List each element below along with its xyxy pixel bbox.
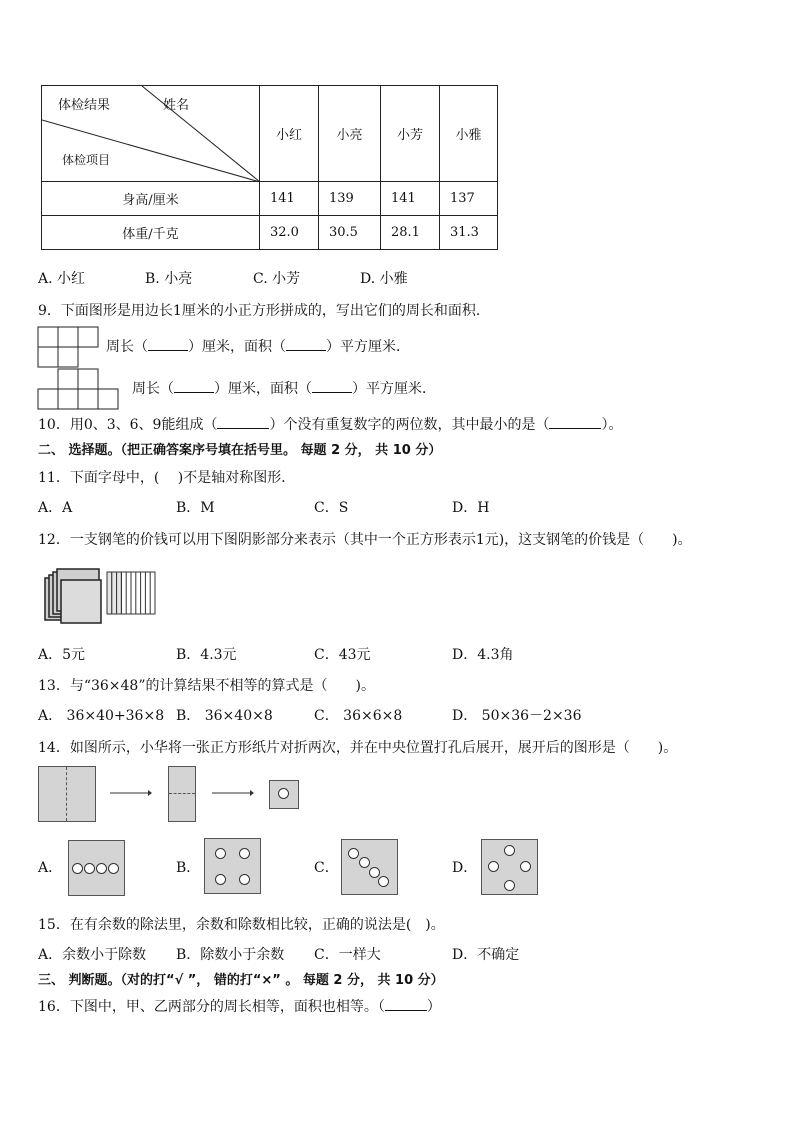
q14-option-d[interactable]: D． xyxy=(452,860,478,876)
value-cell: 141 xyxy=(260,182,319,216)
name-cell: 小亮 xyxy=(319,86,381,182)
q12-option-d[interactable]: D．4.3角 xyxy=(452,647,514,663)
q14-option-a-figure[interactable] xyxy=(68,840,125,896)
q11-option-c[interactable]: C．S xyxy=(314,500,349,516)
q12-option-b[interactable]: B．4.3元 xyxy=(176,647,237,663)
q11-option-b[interactable]: B．M xyxy=(176,500,215,516)
q13-option-a[interactable]: A． 36×40+36×8 xyxy=(38,708,165,724)
q10-count-blank[interactable] xyxy=(217,428,269,429)
value-cell: 139 xyxy=(319,182,381,216)
name-cell: 小芳 xyxy=(381,86,440,182)
q9-line2-c: ）平方厘米． xyxy=(352,381,436,397)
punch-hole xyxy=(348,848,359,859)
punch-hole xyxy=(488,861,499,872)
q10-min-blank[interactable] xyxy=(549,428,601,429)
q16-line xyxy=(38,998,441,1016)
q9-perimeter-2-blank[interactable] xyxy=(174,392,214,393)
punch-hole xyxy=(504,845,515,856)
value-cell: 141 xyxy=(381,182,440,216)
fold-line xyxy=(169,793,195,794)
q9-line2-b: ）厘米，面积（ xyxy=(214,381,312,397)
q10-a: 10．用0、3、6、9能组成（ xyxy=(38,417,218,433)
arrow-icon xyxy=(110,788,152,798)
q11-option-a[interactable]: A．A xyxy=(38,500,73,516)
health-check-table xyxy=(41,85,498,250)
punch-hole xyxy=(108,863,119,874)
section-2-heading: 二、 选择题。（把正确答案序号填在括号里。 每题 2 分， 共 10 分） xyxy=(38,443,442,458)
q14-paper-quarter xyxy=(269,780,299,809)
row-label: 体重/千克 xyxy=(42,216,260,250)
q9-line2-a: 周长（ xyxy=(132,381,174,397)
punch-hole xyxy=(369,867,380,878)
q9-figure-2 xyxy=(37,368,121,410)
q16-a: 16．下图中，甲、乙两部分的周长相等，面积也相等。（ xyxy=(38,999,385,1015)
row-label: 身高/厘米 xyxy=(42,182,260,216)
q16-b: ） xyxy=(426,999,441,1015)
punch-hole xyxy=(84,863,95,874)
q9-line-2 xyxy=(132,380,436,398)
q12-stem: 12．一支钢笔的价钱可以用下图阴影部分来表示（其中一个正方形表示1元)，这支钢笔的价钱是（ )。 xyxy=(38,532,692,548)
q15-option-b[interactable]: B．除数小于余数 xyxy=(176,947,285,963)
diagonal-header-cell xyxy=(42,86,260,182)
punch-hole xyxy=(359,857,370,868)
q11-stem: 11．下面字母中，( )不是轴对称图形． xyxy=(38,470,296,486)
q14-stem: 14．如图所示，小华将一张正方形纸片对折两次，并在中央位置打孔后展开，展开后的图形是（ )。 xyxy=(38,740,678,756)
q16-answer-blank[interactable] xyxy=(385,1010,427,1011)
arrow-icon xyxy=(212,788,254,798)
q12-option-c[interactable]: C．43元 xyxy=(314,647,371,663)
q14-paper-half xyxy=(168,766,196,822)
value-cell: 31.3 xyxy=(440,216,498,250)
q14-option-a[interactable]: A． xyxy=(38,860,63,876)
q14-option-c[interactable]: C． xyxy=(314,860,339,876)
name-cell: 小红 xyxy=(260,86,319,182)
header-name: 姓名 xyxy=(163,98,190,113)
q13-option-b[interactable]: B． 36×40×8 xyxy=(176,708,273,724)
q10-b: ）个没有重复数字的两位数，其中最小的是（ xyxy=(269,417,550,433)
q9-stem: 9．下面图形是用边长1厘米的小正方形拼成的，写出它们的周长和面积． xyxy=(38,303,490,319)
punch-hole xyxy=(239,848,250,859)
q14-option-b[interactable]: B． xyxy=(176,860,201,876)
q12-money-figure xyxy=(42,568,158,628)
punch-hole xyxy=(96,863,107,874)
q8-option-a[interactable]: A. 小红 xyxy=(38,271,86,287)
q14-option-b-figure[interactable] xyxy=(204,838,261,894)
q11-option-d[interactable]: D．H xyxy=(452,500,490,516)
q15-option-c[interactable]: C．一样大 xyxy=(314,947,381,963)
value-cell: 30.5 xyxy=(319,216,381,250)
q14-paper-full xyxy=(38,766,96,822)
q13-option-d[interactable]: D． 50×36－2×36 xyxy=(452,708,582,724)
name-cell: 小雅 xyxy=(440,86,498,182)
q15-option-d[interactable]: D．不确定 xyxy=(452,947,520,963)
punch-hole xyxy=(520,861,531,872)
value-cell: 137 xyxy=(440,182,498,216)
punch-hole xyxy=(72,863,83,874)
q9-perimeter-1-blank[interactable] xyxy=(148,350,188,351)
q8-option-c[interactable]: C. 小芳 xyxy=(253,271,301,287)
fold-line xyxy=(66,767,67,821)
q9-line1-a: 周长（ xyxy=(106,339,148,355)
punch-hole xyxy=(278,788,289,799)
q8-option-d[interactable]: D. 小雅 xyxy=(360,271,408,287)
header-results: 体检结果 xyxy=(58,98,111,113)
q9-area-1-blank[interactable] xyxy=(286,350,326,351)
q14-option-d-figure[interactable] xyxy=(481,839,538,895)
punch-hole xyxy=(215,848,226,859)
q9-line-1 xyxy=(106,338,410,356)
punch-hole xyxy=(378,876,389,887)
punch-hole xyxy=(239,874,250,885)
q12-option-a[interactable]: A．5元 xyxy=(38,647,86,663)
q15-option-a[interactable]: A．余数小于除数 xyxy=(38,947,147,963)
header-item: 体检项目 xyxy=(62,153,111,167)
q14-option-c-figure[interactable] xyxy=(341,839,398,895)
q10-line xyxy=(38,416,622,434)
q8-option-b[interactable]: B. 小亮 xyxy=(145,271,193,287)
punch-hole xyxy=(504,880,515,891)
q15-stem: 15．在有余数的除法里，余数和除数相比较，正确的说法是( )。 xyxy=(38,917,445,933)
punch-hole xyxy=(215,874,226,885)
q9-area-2-blank[interactable] xyxy=(312,392,352,393)
q9-line1-c: ）平方厘米． xyxy=(326,339,410,355)
q13-option-c[interactable]: C． 36×6×8 xyxy=(314,708,403,724)
q9-figure-1 xyxy=(37,326,101,368)
value-cell: 32.0 xyxy=(260,216,319,250)
q10-c: ）。 xyxy=(601,417,623,433)
q13-stem: 13．与“36×48”的计算结果不相等的算式是（ )。 xyxy=(38,678,375,694)
section-3-heading: 三、 判断题。（对的打“√ ”， 错的打“×” 。 每题 2 分， 共 10 分） xyxy=(38,973,444,988)
value-cell: 28.1 xyxy=(381,216,440,250)
q9-line1-b: ）厘米，面积（ xyxy=(188,339,286,355)
